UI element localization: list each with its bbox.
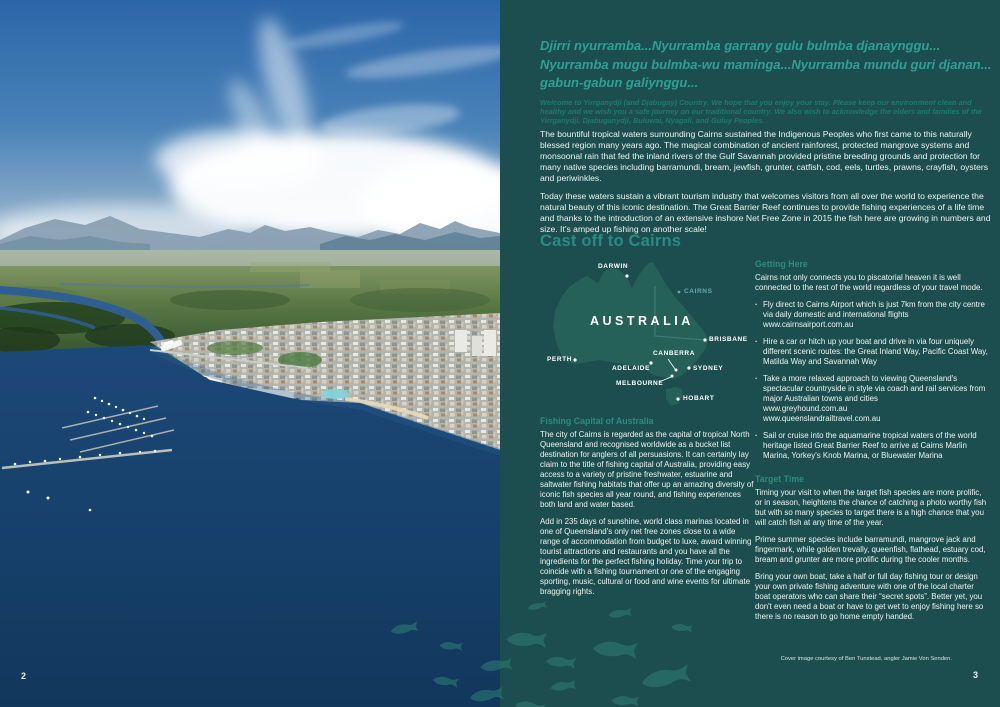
target-time-paragraph-3: Bring your own boat, take a half or full day fishing tour or design your own private fishing adventure with one of the local charter boat operators who can share their “secret spots”. Better yet, you don't even need a boat or have to get wet to enjoy fishing here so there is no reason to go home empty handed. xyxy=(755,572,984,621)
cover-image-credit: Cover image courtesy of Ben Tunstead, angler Jamie Von Senden. xyxy=(780,656,952,662)
page-number-right: 3 xyxy=(972,670,978,680)
bullet-sail xyxy=(755,431,990,461)
page-number-left: 2 xyxy=(21,671,27,681)
right-page xyxy=(500,0,1000,707)
queensland-rail-url[interactable]: www.queenslandrailtravel.com.au xyxy=(763,414,881,423)
map-dot-darwin xyxy=(625,274,628,277)
map-city-label-canberra: CANBERRA xyxy=(653,350,695,357)
heading-line-3: gabun-gabun galiynggu... xyxy=(540,75,699,90)
fishing-capital-paragraph-1: The city of Cairns is regarded as the capital of tropical North Queensland and recognised worldwide as a bucket list destination for anglers of all persuasions. It can certainly lay claim to the title of fishing capital of Australia, providing easy access to a variety of pristine freshwater, estuarine and saltwater fishing habitats that offer up an amazing diversity of iconic fish species all year round, and fishing experiences both land and water based. xyxy=(540,430,754,509)
map-dot-canberra xyxy=(675,369,678,372)
bullet-coach-rail-text: Take a more relaxed approach to viewing Queensland's spectacular countryside in style via coach and rail services from major Australian towns and cities xyxy=(763,374,986,403)
fishing-capital-heading: Fishing Capital of Australia xyxy=(540,416,654,426)
target-time-paragraph-2: Prime summer species include barramundi, mangrove jack and fingermark, while golden trevally, queenfish, flathead, estuary cod, bream and grunter are more prolific during the cooler months. xyxy=(755,535,986,564)
tasmania-silhouette xyxy=(666,387,683,406)
map-dot-perth xyxy=(573,358,576,361)
map-dot-sydney xyxy=(687,366,690,369)
target-time-paragraph-1: Timing your visit to when the target fish species are more prolific, or in season, heightens the chance of catching a photo worthy fish but with so many species to target there is a high chance that you will catch fish at any time of the year. xyxy=(755,488,987,527)
getting-here-heading: Getting Here xyxy=(755,259,808,269)
bullet-drive-text: Hire a car or hitch up your boat and drive in via four uniquely different scenic routes: the Great Inland Way, Pacific Coast Way, Matilda Way and Savannah Way xyxy=(763,337,988,366)
australia-map xyxy=(535,256,750,414)
target-time-heading: Target Time xyxy=(755,474,805,484)
bullet-coach-rail xyxy=(755,374,990,424)
greyhound-url[interactable]: www.greyhound.com.au xyxy=(763,404,848,413)
indigenous-language-heading xyxy=(540,37,995,93)
target-time-section xyxy=(755,474,990,629)
section-heading-cast-off: Cast off to Cairns xyxy=(540,232,682,250)
map-city-label-melbourne: MELBOURNE xyxy=(616,380,664,387)
bullet-drive xyxy=(755,337,990,367)
map-dot-hobart xyxy=(676,397,679,400)
intro-paragraph-1: The bountiful tropical waters surrounding Cairns sustained the Indigenous Peoples who first came to this naturally blessed region many years ago. The magical combination of ancient rainforest, protected mangrove systems and monsoonal rain that fed the inland rivers of the Gulf Savannah provided pristine breeding grounds and protection for many native species including barramundi, bream, jewfish, grunter, catfish, cod, eels, turtles, prawns, crayfish, oysters and periwinkles. xyxy=(540,129,989,184)
heading-line-1: Djirri nyurramba...Nyurramba garrany gulu bulmba djanaynggu... xyxy=(540,38,941,53)
map-city-label-cairns: CAIRNS xyxy=(684,288,713,295)
map-city-label-hobart: HOBART xyxy=(683,395,715,402)
intro-paragraph-2: Today these waters sustain a vibrant tourism industry that welcomes visitors from all over the world to experience the natural beauty of this iconic destination. The Great Barrier Reef continues to provide fishing experiences of a life time and thanks to the introduction of an extensive inshore Net Free Zone in 2015 the fish here are growing in numbers and size. It's amped up fishing on another scale! xyxy=(540,191,991,235)
welcome-to-country-text: Welcome to Yirrganydji (and Djabugay) Country. We hope that you enjoy your stay. Please keep our environment clean and healthy and we wish you a safe journey on our traditional country. We also wish to acknowledge the elders and families of the Yirrganydji, Djabuganydji, Buluwai, Nyagali, and Guluy Peoples. xyxy=(540,98,982,125)
map-dot-cairns xyxy=(678,291,681,294)
map-city-label-sydney: SYDNEY xyxy=(693,365,724,372)
map-dot-brisbane xyxy=(703,338,706,341)
map-city-label-brisbane: BRISBANE xyxy=(709,336,748,343)
fishing-capital-paragraph-2: Add in 235 days of sunshine, world class marinas located in one of Queensland's only net free zones close to a wide range of accommodation from budget to luxe, award winning tourist attractions and restaurants and you have all the ingredients for the perfect fishing holiday. Time your trip to coincide with a fishing tournament or one of the engaging sporting, music, cultural or food and wine events for ultimate bragging rights. xyxy=(540,517,752,596)
map-city-label-adelaide: ADELAIDE xyxy=(612,365,651,372)
getting-here-intro: Cairns not only connects you to piscatorial heaven it is well connected to the rest of the world regardless of your travel mode. xyxy=(755,273,983,292)
fishing-capital-section xyxy=(540,416,757,604)
getting-here-bullet-list xyxy=(755,300,990,461)
map-city-label-perth: PERTH xyxy=(547,356,573,363)
map-city-label-darwin: DARWIN xyxy=(598,263,629,270)
getting-here-section xyxy=(755,259,990,468)
map-dot-melbourne xyxy=(671,375,674,378)
bullet-sail-text: Sail or cruise into the aquamarine tropical waters of the world heritage listed Great Barrier Reef to arrive at Cairns Marlin Marina, Yorkey's Knob Marina, or Bluewater Marina xyxy=(763,431,977,460)
australia-map-shape xyxy=(535,256,750,414)
bullet-fly-text: Fly direct to Cairns Airport which is just 7km from the city centre via daily domestic and international flights xyxy=(763,300,985,319)
map-country-label: AUSTRALIA xyxy=(590,314,694,328)
bullet-fly xyxy=(755,300,990,330)
heading-line-2: Nyurramba mugu bulmba-wu maminga...Nyurramba mundu guri djanan... xyxy=(540,56,992,72)
cairns-airport-url[interactable]: www.cairnsairport.com.au xyxy=(763,320,854,329)
